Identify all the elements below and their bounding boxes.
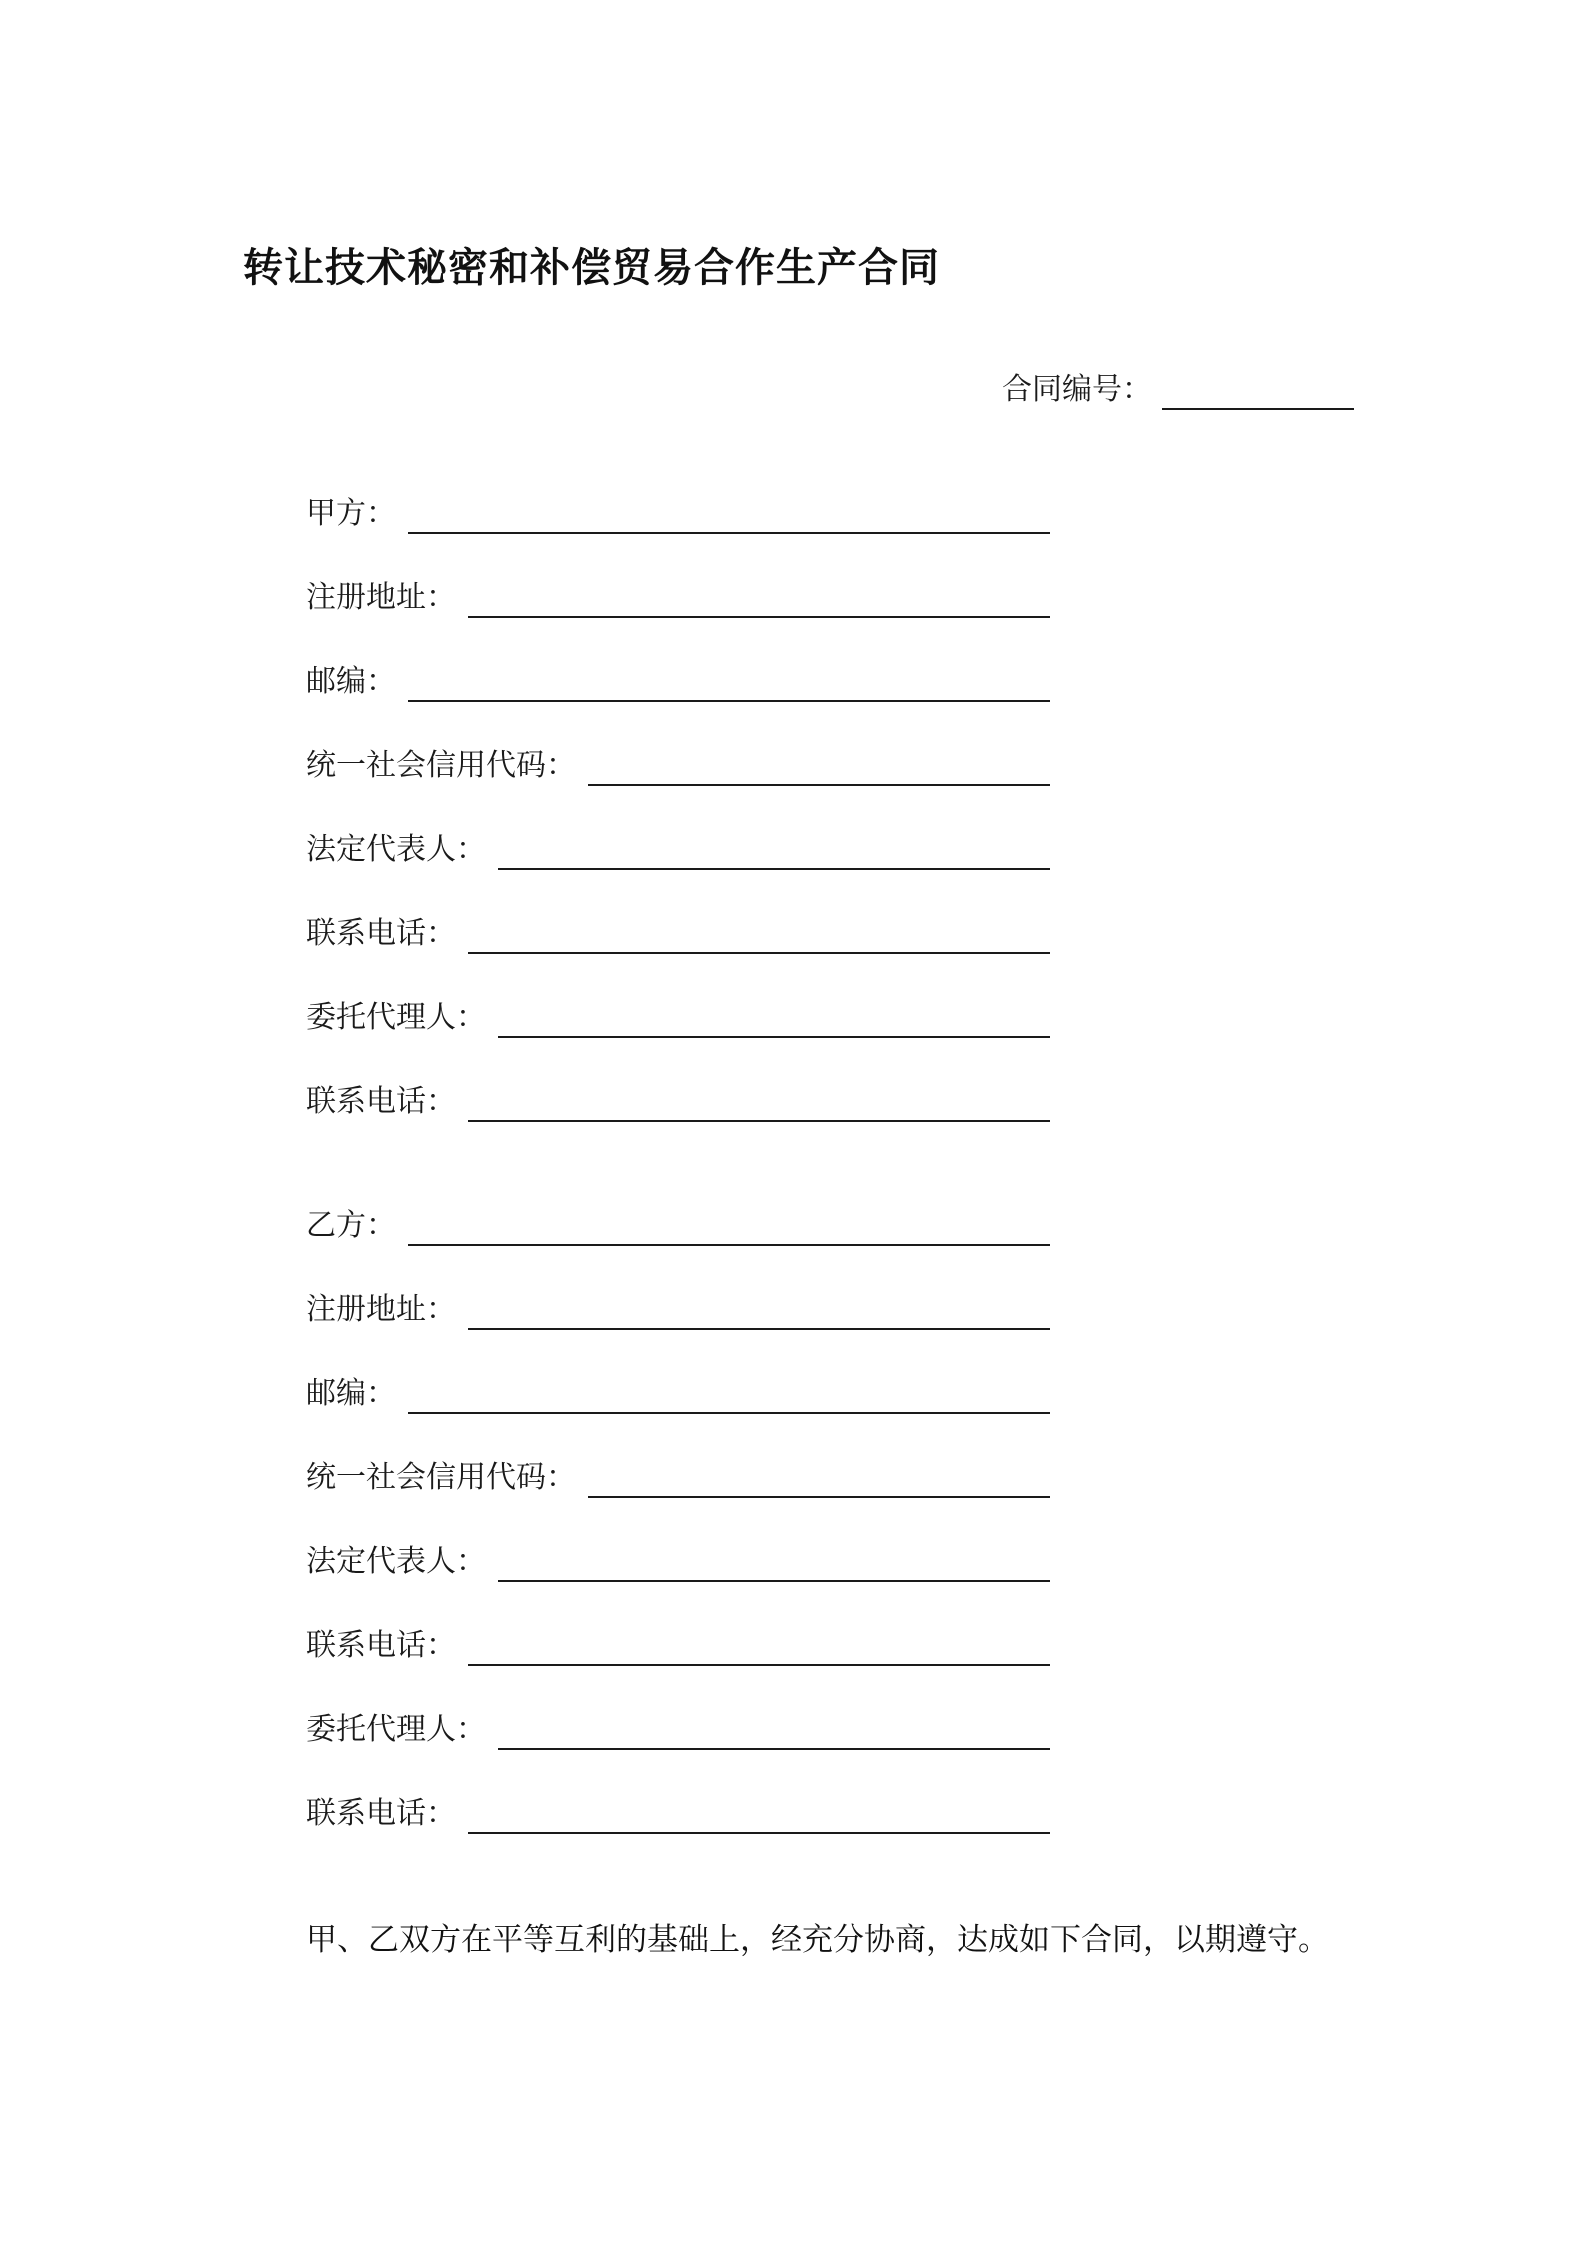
fill-blank-line [468, 1080, 1050, 1122]
party-a-agent-phone-field [306, 1078, 1050, 1122]
party-b-agent-field [306, 1706, 1050, 1750]
fill-blank-line [588, 1456, 1050, 1498]
party-a-postcode-field [306, 658, 1050, 702]
field-label: 委托代理人： [306, 1712, 486, 1747]
field-label: 乙方： [306, 1208, 396, 1243]
field-label: 邮编： [306, 1376, 396, 1411]
party-b-legal-rep-field [306, 1538, 1050, 1582]
field-label: 法定代表人： [306, 832, 486, 867]
contract-number [1002, 368, 1354, 410]
fill-blank-line [468, 576, 1050, 618]
party-b-section [306, 1202, 1050, 1874]
field-label: 注册地址： [306, 1292, 456, 1327]
contract-number-blank [1162, 368, 1354, 410]
fill-blank-line [498, 996, 1050, 1038]
fill-blank-line [468, 1624, 1050, 1666]
fill-blank-line [408, 660, 1050, 702]
field-label: 联系电话： [306, 1084, 456, 1119]
party-a-section [306, 490, 1050, 1162]
field-label: 邮编： [306, 664, 396, 699]
field-label: 注册地址： [306, 580, 456, 615]
party-a-legal-rep-field [306, 826, 1050, 870]
party-a-address-field [306, 574, 1050, 618]
field-label: 联系电话： [306, 1628, 456, 1663]
field-label: 联系电话： [306, 1796, 456, 1831]
party-b-credit-code-field [306, 1454, 1050, 1498]
field-label: 法定代表人： [306, 1544, 486, 1579]
fill-blank-line [588, 744, 1050, 786]
field-label: 甲方： [306, 496, 396, 531]
fill-blank-line [468, 912, 1050, 954]
fill-blank-line [408, 1372, 1050, 1414]
fill-blank-line [468, 1792, 1050, 1834]
party-b-name-field [306, 1202, 1050, 1246]
field-label: 统一社会信用代码： [306, 748, 576, 783]
party-a-phone-field [306, 910, 1050, 954]
party-b-address-field [306, 1286, 1050, 1330]
fill-blank-line [408, 1204, 1050, 1246]
document-title: 转让技术秘密和补偿贸易合作生产合同 [243, 245, 940, 291]
field-label: 统一社会信用代码： [306, 1460, 576, 1495]
party-b-phone-field [306, 1622, 1050, 1666]
party-a-credit-code-field [306, 742, 1050, 786]
party-b-postcode-field [306, 1370, 1050, 1414]
closing-paragraph: 甲、乙双方在平等互利的基础上，经充分协商，达成如下合同，以期遵守。 [306, 1922, 1329, 1958]
party-a-agent-field [306, 994, 1050, 1038]
field-label: 联系电话： [306, 916, 456, 951]
fill-blank-line [498, 1540, 1050, 1582]
fill-blank-line [498, 1708, 1050, 1750]
fill-blank-line [468, 1288, 1050, 1330]
party-b-agent-phone-field [306, 1790, 1050, 1834]
party-a-name-field [306, 490, 1050, 534]
contract-number-label: 合同编号： [1002, 372, 1152, 407]
fill-blank-line [408, 492, 1050, 534]
fill-blank-line [498, 828, 1050, 870]
field-label: 委托代理人： [306, 1000, 486, 1035]
